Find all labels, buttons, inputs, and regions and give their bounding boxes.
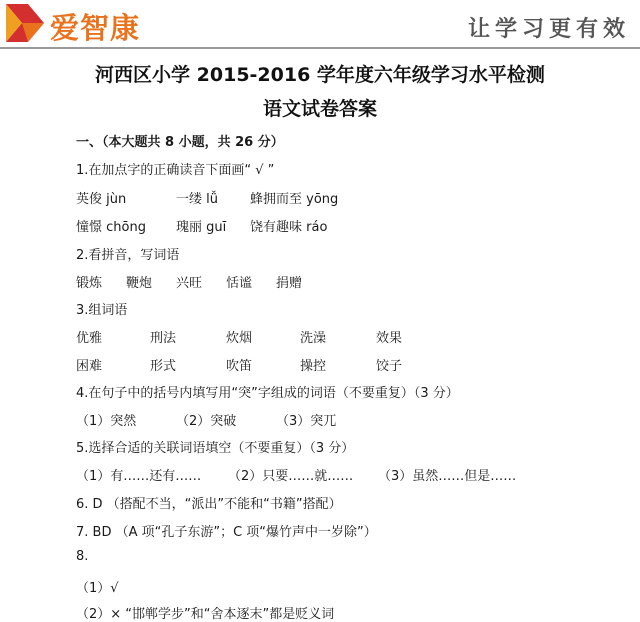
q3-word: 效果: [376, 331, 403, 346]
q2-word: 兴旺: [176, 276, 203, 291]
q3-word: 刑法: [150, 331, 177, 346]
q2-word: 锻炼: [76, 276, 103, 291]
q3-word: 优雅: [76, 331, 103, 346]
document-title: 河西区小学 2015-2016 学年度六年级学习水平检测: [95, 64, 545, 86]
q2-word: 捐赠: [276, 276, 303, 291]
page-header: [0, 0, 640, 48]
q5-answer: （2）只要……就……: [228, 469, 354, 484]
q5-answer: （1）有……还有……: [76, 469, 202, 484]
q1-item: 英俊 jùn: [76, 192, 127, 207]
header-divider: [0, 47, 640, 49]
q1-item: 瑰丽 guī: [176, 220, 227, 235]
q3-word: 困难: [76, 359, 103, 374]
brand-name: 爱智康: [50, 11, 141, 45]
q3-word: 吹笛: [226, 359, 253, 374]
q8-answer: （1）√: [76, 581, 119, 596]
q1-item: 蜂拥而至 yōng: [250, 192, 339, 207]
q2-prompt: 2.看拼音，写词语: [76, 248, 180, 263]
document-subtitle: 语文试卷答案: [262, 98, 377, 120]
q5-answer: （3）虽然……但是……: [378, 469, 517, 484]
q4-answer: （3）突兀: [276, 414, 337, 429]
q4-prompt: 4.在句子中的括号内填写用“突”字组成的词语（不要重复）（3 分）: [76, 386, 459, 401]
q3-word: 炊烟: [226, 331, 253, 346]
q3-word: 饺子: [376, 359, 403, 374]
q6-answer: 6. D （搭配不当，“派出”不能和“书籍”搭配）: [76, 497, 342, 512]
q2-word: 鞭炮: [126, 276, 153, 291]
brand-slogan: 让学习更有效: [467, 17, 630, 42]
q3-prompt: 3.组词语: [76, 303, 128, 318]
q8-answer: （2）× “邯郸学步”和“舍本逐末”都是贬义词: [76, 607, 335, 622]
q3-word: 洗澡: [300, 331, 327, 346]
q3-word: 形式: [150, 359, 177, 374]
brand-logo-icon: [6, 4, 44, 42]
q1-item: 饶有趣味 ráo: [250, 220, 328, 235]
q3-word: 操控: [300, 359, 327, 374]
q4-answer: （2）突破: [176, 414, 237, 429]
section-heading: 一、（本大题共 8 小题，共 26 分）: [76, 135, 284, 150]
q1-item: 憧憬 chōng: [76, 220, 146, 235]
q2-word: 恬谧: [226, 276, 253, 291]
q1-prompt: 1.在加点字的正确读音下面画“ √ ”: [76, 163, 275, 178]
q7-answer: 7. BD （A 项“孔子东游”；C 项“爆竹声中一岁除”）: [76, 525, 377, 540]
q4-answer: （1）突然: [76, 414, 137, 429]
q8-label: 8.: [76, 549, 89, 564]
q5-prompt: 5.选择合适的关联词语填空（不要重复）（3 分）: [76, 441, 355, 456]
q1-item: 一缕 lǚ: [176, 192, 218, 207]
